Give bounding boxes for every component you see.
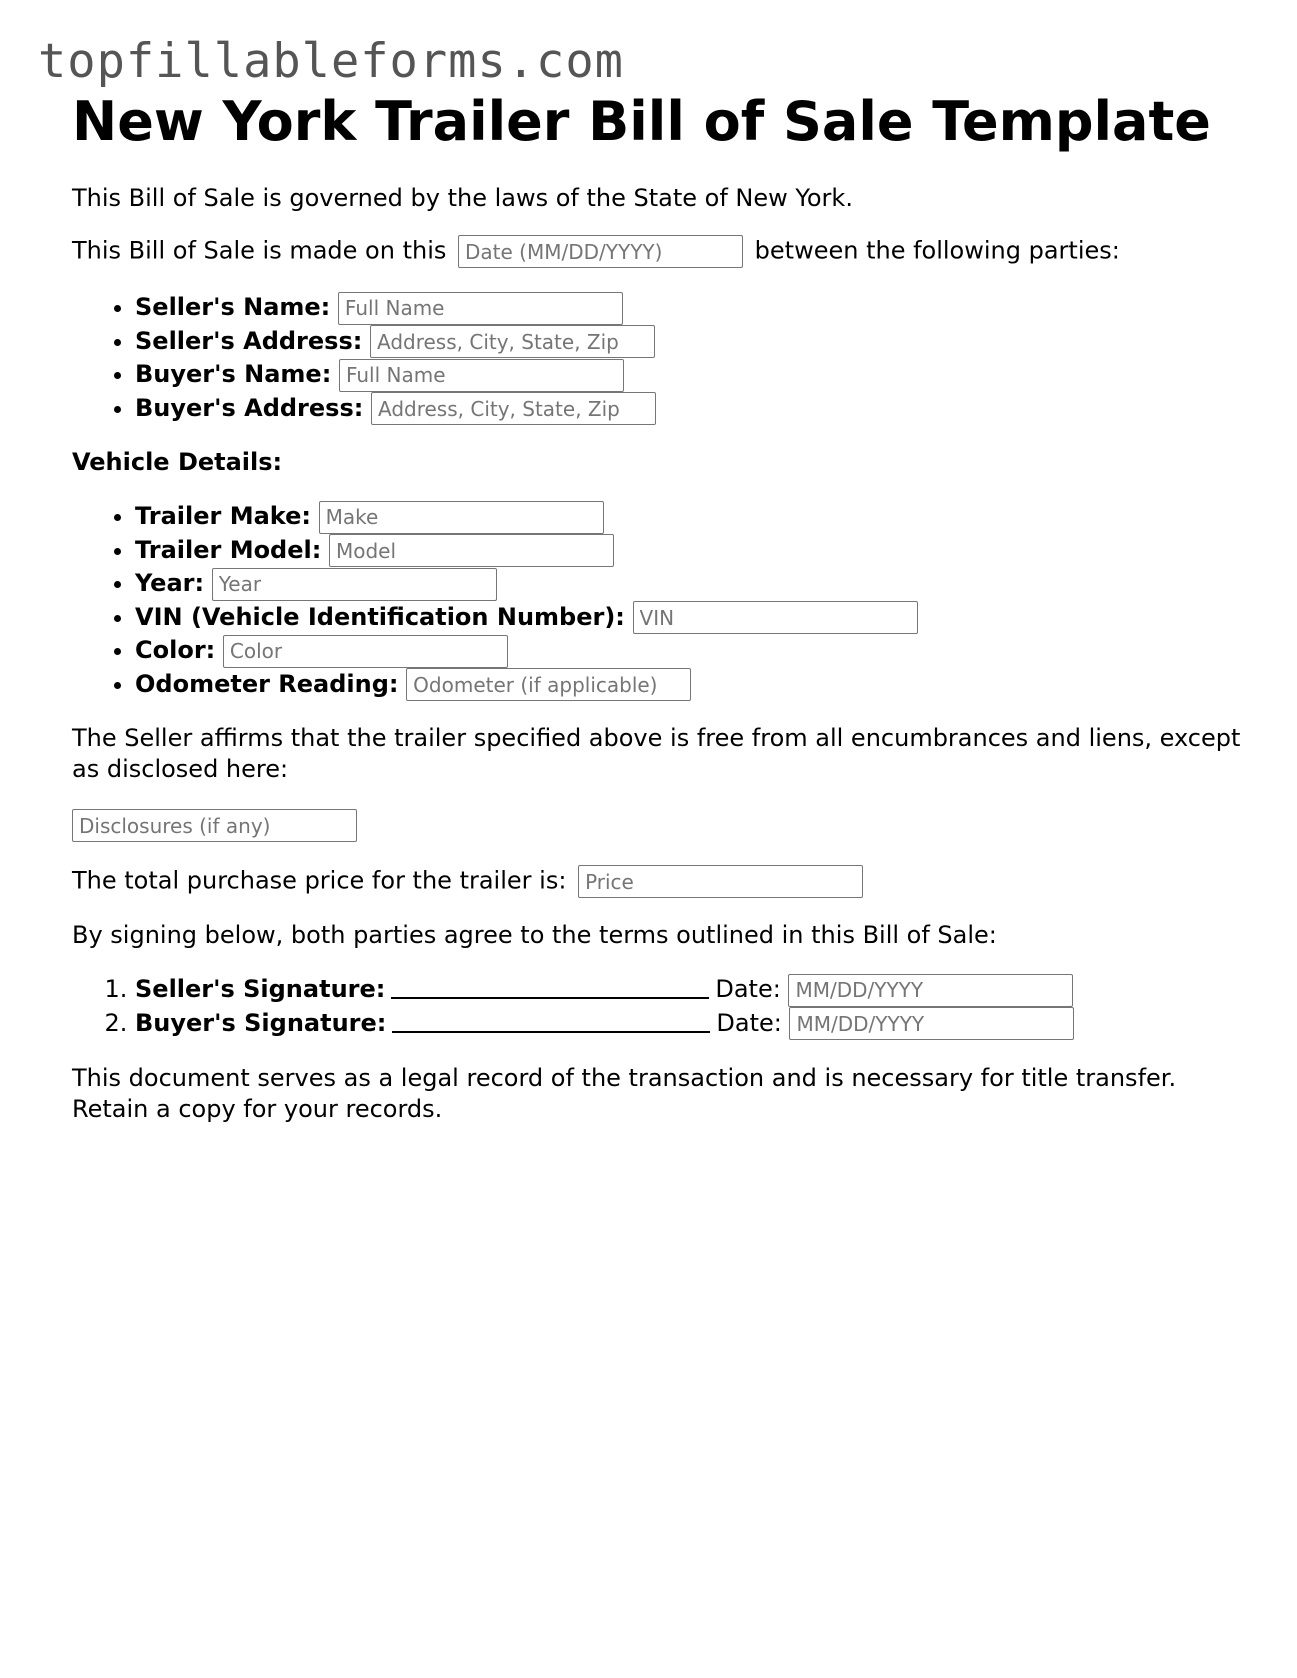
vin-input[interactable] bbox=[633, 601, 918, 634]
list-item bbox=[135, 534, 1252, 568]
price-input[interactable] bbox=[578, 865, 863, 898]
buyer-address-input[interactable] bbox=[371, 392, 656, 425]
seller-signature-line[interactable] bbox=[391, 973, 709, 999]
vehicle-details-heading: Vehicle Details: bbox=[72, 448, 283, 476]
buyer-name-input[interactable] bbox=[339, 359, 624, 392]
disclosures-row bbox=[72, 809, 1252, 842]
buyer-signature-line[interactable] bbox=[392, 1007, 710, 1033]
purchase-price-text: The total purchase price for the trailer is: bbox=[72, 866, 567, 895]
liens-affirmation-text: The Seller affirms that the trailer specified above is free from all encumbrances and liens, except as disclosed here: bbox=[72, 724, 1241, 783]
trailer-make-label: Trailer Make: bbox=[135, 502, 311, 530]
buyer-address-label: Buyer's Address: bbox=[135, 393, 364, 422]
made-on-prefix: This Bill of Sale is made on this bbox=[72, 236, 447, 265]
legal-record-footer: This document serves as a legal record of the transaction and is necessary for title transfer. Retain a copy for your records. bbox=[72, 1064, 1177, 1123]
disclosures-input[interactable] bbox=[72, 809, 357, 842]
seller-address-label: Seller's Address: bbox=[135, 326, 363, 355]
made-on-suffix: between the following parties: bbox=[754, 236, 1120, 265]
vin-label: VIN (Vehicle Identification Number): bbox=[135, 602, 625, 631]
governing-law-text: This Bill of Sale is governed by the laws of the State of New York. bbox=[72, 184, 853, 212]
signatures-list bbox=[72, 973, 1252, 1040]
odometer-input[interactable] bbox=[406, 668, 691, 701]
bill-of-sale-form bbox=[72, 88, 1252, 1125]
page-title: New York Trailer Bill of Sale Template bbox=[72, 90, 1211, 153]
list-item bbox=[135, 358, 1252, 392]
seller-signature-label: Seller's Signature: bbox=[135, 975, 386, 1003]
made-on-sentence bbox=[72, 235, 1252, 268]
buyer-date-input[interactable] bbox=[789, 1007, 1074, 1040]
trailer-model-label: Trailer Model: bbox=[135, 535, 322, 564]
year-input[interactable] bbox=[212, 568, 497, 601]
color-input[interactable] bbox=[223, 635, 508, 668]
list-item bbox=[135, 973, 1252, 1007]
buyer-date-label: Date: bbox=[716, 1008, 782, 1037]
buyer-signature-label: Buyer's Signature: bbox=[135, 1008, 387, 1037]
trailer-model-input[interactable] bbox=[329, 534, 614, 567]
list-item bbox=[135, 567, 1252, 601]
signing-intro-text: By signing below, both parties agree to the terms outlined in this Bill of Sale: bbox=[72, 921, 997, 949]
seller-name-label: Seller's Name: bbox=[135, 293, 331, 321]
list-item bbox=[135, 325, 1252, 359]
sale-date-input[interactable] bbox=[458, 235, 743, 268]
odometer-label: Odometer Reading: bbox=[135, 669, 399, 698]
vehicle-details-list bbox=[72, 500, 1252, 701]
purchase-price-sentence bbox=[72, 865, 1252, 898]
list-item bbox=[135, 392, 1252, 426]
list-item bbox=[135, 1007, 1252, 1041]
seller-name-input[interactable] bbox=[338, 292, 623, 325]
list-item bbox=[135, 500, 1252, 534]
site-watermark: topfillableforms.com bbox=[38, 34, 624, 89]
seller-date-label: Date: bbox=[715, 975, 781, 1003]
buyer-name-label: Buyer's Name: bbox=[135, 360, 332, 388]
seller-address-input[interactable] bbox=[370, 325, 655, 358]
list-item bbox=[135, 634, 1252, 668]
list-item bbox=[135, 601, 1252, 635]
seller-date-input[interactable] bbox=[788, 974, 1073, 1007]
year-label: Year: bbox=[135, 569, 205, 597]
color-label: Color: bbox=[135, 636, 216, 664]
trailer-make-input[interactable] bbox=[319, 501, 604, 534]
parties-list bbox=[72, 291, 1252, 425]
list-item bbox=[135, 291, 1252, 325]
list-item bbox=[135, 668, 1252, 702]
